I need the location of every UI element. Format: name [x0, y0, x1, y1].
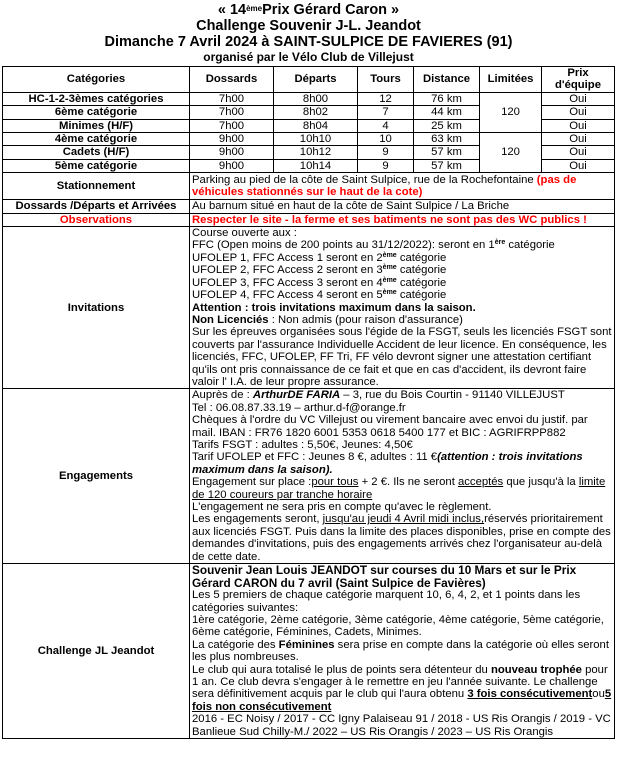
engagements-label: Engagements: [3, 389, 190, 564]
cell: Oui: [542, 119, 615, 132]
table-row: [3, 92, 615, 105]
ch-rule: 3 fois consécutivement: [467, 688, 593, 701]
race-info-table: [2, 66, 615, 739]
challenge-text: [190, 564, 615, 739]
cell: Oui: [542, 92, 615, 105]
cell: 9h00: [190, 133, 274, 146]
col-header: Prix d'équipe: [542, 67, 615, 93]
eng-deadline: jusqu'au jeudi 4 Avril midi inclus,: [322, 513, 485, 526]
cell: Oui: [542, 133, 615, 146]
challenge-title: Souvenir Jean Louis JEANDOT sur courses du 10 Mars et sur le Prix Gérard CARON du 7 avril (Saint Sulpice de Favières): [192, 563, 577, 590]
cell: Oui: [542, 146, 615, 159]
cell: 76 km: [414, 92, 480, 105]
eng-line: [192, 389, 612, 401]
challenge-row: [3, 564, 615, 739]
inv-text: catégorie: [396, 251, 447, 264]
ch-text: La catégorie des: [192, 638, 279, 651]
ch-trophy: nouveau trophée: [490, 663, 582, 676]
inv-text: catégorie: [505, 239, 555, 252]
cell: 57 km: [414, 146, 480, 159]
cell: 9: [358, 146, 414, 159]
ch-text: ou: [592, 688, 605, 701]
challenge-subtitle: Challenge Souvenir J-L. Jeandot: [196, 18, 421, 34]
category-cell: 5ème catégorie: [3, 159, 190, 172]
inv-line: [192, 239, 612, 251]
ch-text: pour 1 an. Ce club devra s'engager à le remettre en jeu l'année suivante. Le challenge sera définitivement acquis par le club qui l'aura obtenu: [192, 663, 608, 701]
event-title: [0, 2, 617, 18]
invitations-text: [190, 227, 615, 389]
stationnement-main: Parking au pied de la côte de Saint Sulpice, rue de la Rochefontaine: [192, 173, 537, 186]
cell: 9h00: [190, 159, 274, 172]
inv-text: catégorie: [396, 264, 447, 277]
challenge-label: Challenge JL Jeandot: [3, 564, 190, 739]
challenge-line: [192, 639, 612, 664]
inv-sup: ème: [382, 289, 397, 297]
inv-text: FFC (Open moins de 200 points au 31/12/2022): seront en 1: [192, 239, 495, 252]
eng-line: L'engagement ne sera pris en compte qu'avec le règlement.: [192, 501, 492, 513]
event-date-location: Dimanche 7 Avril 2024 à SAINT-SULPICE DE FAVIERES (91): [104, 34, 513, 50]
cell: 8h02: [274, 106, 358, 119]
category-cell: HC-1-2-3èmes catégories: [3, 92, 190, 105]
cell: 57 km: [414, 159, 480, 172]
cell: 7h00: [190, 92, 274, 105]
invitations-row: [3, 227, 615, 389]
inv-line: [192, 264, 612, 276]
cell: Oui: [542, 159, 615, 172]
title-suffix: Prix Gérard Caron »: [262, 2, 400, 18]
limit-cell: 120: [480, 92, 542, 132]
stationnement-warning: (pas de véhicules stationnés sur le haut de la cote): [192, 173, 577, 199]
observations-row: [3, 213, 615, 226]
engagements-row: [3, 389, 615, 564]
table-row: [3, 133, 615, 146]
col-header: Limitées: [480, 67, 542, 93]
col-header: Dossards: [190, 67, 274, 93]
eng-attention: (attention : trois invitations maximum dans la saison).: [192, 451, 583, 476]
eng-fsgt-rates: Tarifs FSGT : adultes : 5,50€, Jeunes: 4,50€: [192, 438, 413, 451]
limit-cell: 120: [480, 133, 542, 173]
inv-line: [192, 314, 612, 326]
cell: 10h14: [274, 159, 358, 172]
inv-text: UFOLEP 2, FFC Access 2 seront en 3: [192, 264, 383, 277]
eng-text: pour tous: [311, 476, 359, 489]
col-header: Catégories: [3, 67, 190, 93]
challenge-line: Les 5 premiers de chaque catégorie marquent 10, 6, 4, 2, et 1 points dans les catégories suivantes:: [192, 589, 581, 614]
eng-payment: Chèques à l'ordre du VC Villejust ou virement bancaire avec envoi du justif. par mail. IBAN : FR76 1820 6001 5353 0618 5400 177 et BIC : AGRIFRPP882: [192, 414, 588, 439]
col-header: Distance: [414, 67, 480, 93]
title-prefix: « 14: [217, 2, 247, 18]
inv-text: catégorie: [396, 289, 447, 302]
eng-contact: Tel : 06.08.87.33.19 – arthur.d-f@orange.fr: [192, 401, 406, 414]
eng-text: – 3, rue du Bois Courtin - 91140 VILLEJUST: [340, 389, 565, 402]
col-header: Départs: [274, 67, 358, 93]
ch-rule: 5 fois non consécutivement: [192, 688, 612, 713]
cell: Oui: [542, 106, 615, 119]
eng-text: Tarif UFOLEP et FFC : Jeunes 8 €, adultes : 11 €: [192, 451, 438, 464]
inv-line: [192, 277, 612, 289]
eng-line: [192, 451, 612, 476]
eng-contact-name: ArthurDE FARIA: [252, 389, 341, 402]
cell: 10h12: [274, 146, 358, 159]
inv-text: : Non admis (pour raison d'assurance): [268, 313, 463, 326]
eng-text: acceptés: [457, 476, 504, 489]
challenge-line: [192, 664, 612, 714]
dossards-row: [3, 200, 615, 213]
eng-text: Engagement sur place :: [192, 476, 312, 489]
cell: 4: [358, 119, 414, 132]
inv-line: [192, 289, 612, 301]
ch-text: sera prise en compte dans la catégorie où elles seront les plus nombreuses.: [192, 638, 609, 664]
title-superscript: ème: [246, 4, 263, 13]
cell: 63 km: [414, 133, 480, 146]
observations-text: Respecter le site - la ferme et ses batiments ne sont pas des WC publics !: [190, 213, 615, 226]
inv-attention: Attention : trois invitations maximum dans la saison.: [192, 301, 476, 314]
organizer-line: organisé par le Vélo Club de Villejust: [203, 50, 414, 64]
stationnement-row: [3, 173, 615, 200]
cell: 12: [358, 92, 414, 105]
cell: 10: [358, 133, 414, 146]
ch-text: Le club qui aura totalisé le plus de points sera détenteur du: [192, 663, 491, 676]
ch-feminines: Féminines: [278, 638, 335, 651]
engagements-text: [190, 389, 615, 564]
inv-text: UFOLEP 3, FFC Access 3 seront en 4: [192, 276, 383, 289]
cell: 8h04: [274, 119, 358, 132]
eng-text: que jusqu'à la: [503, 476, 579, 489]
inv-fsgt-notice: Sur les épreuves organisées sous l'égide de la FSGT, seuls les licenciés FSGT sont couverts par l'assurance Individuelle Accident de leur licence. En conséquence, les licenciés, FFC, UFOLEP, FF Tri, FF vélo devront signer une attestation certifiant qu'ils ont pris connaissance de ce fait et que en cas d'accident, ils devront faire valoir l' I.A. de leur propre assurance.: [192, 326, 612, 388]
inv-line: Course ouverte aux :: [192, 227, 297, 240]
dossards-text: Au barnum situé en haut de la côte de Saint Sulpice / La Briche: [190, 200, 615, 213]
inv-sup: ème: [382, 264, 397, 272]
cell: 7: [358, 106, 414, 119]
stationnement-text: [190, 173, 615, 200]
inv-sup: ème: [382, 276, 397, 284]
eng-text: limite de 120 coureurs par tranche horaire: [192, 476, 606, 501]
cell: 9: [358, 159, 414, 172]
inv-line: [192, 252, 612, 264]
category-cell: 4ème catégorie: [3, 133, 190, 146]
dossards-label: Dossards /Départs et Arrivées: [3, 200, 190, 213]
inv-text: UFOLEP 4, FFC Access 4 seront en 5: [192, 289, 383, 302]
category-cell: 6ème catégorie: [3, 106, 190, 119]
inv-nonlicencies: Non Licenciés: [192, 313, 269, 326]
inv-sup: ère: [494, 239, 506, 247]
challenge-line: 1ère catégorie, 2ème catégorie, 3ème catégorie, 4ème catégorie, 5ème catégorie, 6ème catégorie, Féminines, Cadets, Minimes.: [192, 614, 604, 639]
eng-text: + 2 €. Ils ne seront: [358, 476, 458, 489]
category-cell: Minimes (H/F): [3, 119, 190, 132]
col-header: Tours: [358, 67, 414, 93]
invitations-label: Invitations: [3, 227, 190, 389]
eng-text: Les engagements seront,: [192, 513, 323, 526]
cell: 9h00: [190, 146, 274, 159]
inv-sup: ème: [382, 251, 397, 259]
document-header: [0, 2, 617, 64]
cell: 7h00: [190, 106, 274, 119]
eng-text: réservés prioritairement aux licenciés FSGT. Puis dans la limite des places disponibles, prise en compte des demandes d'invitations, puis des engagements arrivés chez l'organisateur au-delà de cette date.: [192, 513, 611, 563]
eng-line: [192, 476, 612, 501]
cell: 10h10: [274, 133, 358, 146]
stationnement-label: Stationnement: [3, 173, 190, 200]
inv-text: catégorie: [396, 276, 447, 289]
eng-line: [192, 513, 612, 563]
inv-text: UFOLEP 1, FFC Access 1 seront en 2: [192, 251, 383, 264]
observations-label: Observations: [3, 213, 190, 226]
category-cell: Cadets (H/F): [3, 146, 190, 159]
cell: 44 km: [414, 106, 480, 119]
cell: 8h00: [274, 92, 358, 105]
cell: 25 km: [414, 119, 480, 132]
eng-text: Auprès de :: [192, 389, 253, 402]
challenge-winners: 2016 - EC Noisy / 2017 - CC Igny Palaiseau 91 / 2018 - US Ris Orangis / 2019 - VC Banlieue Sud Chilly-M./ 2022 – US Ris Orangis / 2023 – US Ris Orangis: [192, 713, 611, 738]
cell: 7h00: [190, 119, 274, 132]
table-header-row: [3, 67, 615, 93]
